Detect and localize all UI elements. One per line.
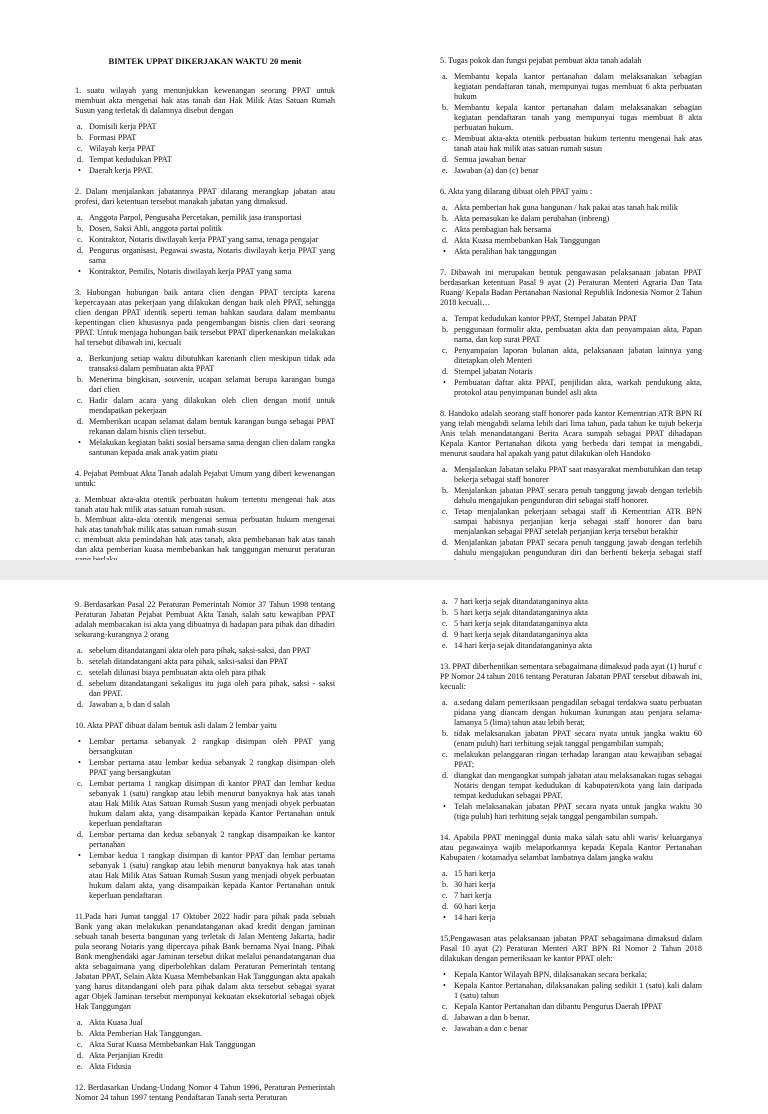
option-text: Akta pembagian hak bersama	[454, 225, 552, 234]
option-item	[442, 346, 702, 366]
option-marker: a.	[442, 698, 448, 707]
option-marker: c.	[442, 507, 448, 516]
question-block	[440, 56, 702, 176]
question-stem: 12. Berdasarkan Undang-Undang Nomor 4 Tahun 1996, Peraturan Pemerintah Nomor 24 tahun 1997 tentang Pendaftaran Tanah serta Peraturan	[75, 1083, 335, 1102]
option-text: Jawaban a dan c benar	[454, 1024, 528, 1033]
option-marker: d.	[442, 630, 449, 639]
option-marker: d.	[442, 367, 449, 376]
option-list	[440, 72, 702, 176]
question-stem: c. membuat akta pemindahan hak atas tanah, akta pembebanan hak atas tanah dan akta pemberian kuasa membebankan hak tanggungan menurut peraturan	[75, 535, 335, 555]
option-item	[442, 902, 702, 912]
option-marker: b.	[442, 486, 449, 495]
option-marker: e.	[442, 166, 448, 175]
option-list	[440, 869, 702, 923]
option-item	[77, 224, 335, 234]
option-list	[440, 970, 702, 1034]
option-item	[77, 1051, 335, 1061]
option-text: 15 hari kerja	[454, 869, 496, 878]
question-stem: 2. Dalam menjalankan jabatannya PPAT dilarang merangkap jabatan atau profesi, dari ketentuan tersebut manakah jabatan yang dimaksud.	[75, 187, 335, 207]
option-marker: a.	[77, 213, 83, 223]
option-item	[77, 668, 335, 678]
option-item	[442, 134, 702, 154]
option-marker: c.	[442, 225, 448, 234]
option-marker: b.	[442, 608, 449, 617]
question-block	[75, 912, 335, 1072]
option-marker: c.	[77, 779, 83, 788]
option-marker: d.	[442, 538, 449, 547]
option-marker: a.	[442, 465, 448, 474]
option-marker: •	[78, 166, 81, 176]
option-text: Akta pemasukan ke dalam perubahan (inbreng)	[454, 214, 610, 223]
option-text: Memberikan ucapan selamat dalam bentuk karangan bunga sebagai PPAT rekanan dalam bisnis clien tersebut.	[89, 417, 335, 437]
question-block	[75, 600, 335, 710]
option-list	[440, 203, 702, 257]
option-text: Dosen, Saksi Ahli, anggota partai politik	[89, 224, 223, 234]
option-marker: b.	[77, 1029, 84, 1038]
option-marker: •	[443, 970, 446, 979]
option-item	[78, 166, 335, 176]
option-marker: a.	[442, 597, 448, 606]
option-marker: d.	[442, 155, 449, 164]
option-text: Kepala Kantor Wilayah BPN, dilaksanakan secara berkala;	[454, 970, 647, 979]
option-item	[442, 214, 702, 224]
option-text: Lembar pertama sebanyak 2 rangkap disimpan oleh PPAT yang bersangkutan	[89, 737, 335, 756]
option-list	[440, 597, 702, 651]
option-item	[442, 236, 702, 246]
option-list	[440, 314, 702, 398]
option-item	[78, 851, 335, 901]
option-item	[442, 155, 702, 165]
option-text: penggunaan formulir akta, pembuatan akta dan penyampaian akta, Papan nama, dan kop surat PPAT	[454, 325, 702, 344]
option-text: Akta pemberian hak guna bangunan / hak pakai atas tanah hak milik	[454, 203, 678, 212]
option-marker: a.	[442, 72, 448, 81]
option-marker: b.	[77, 375, 84, 385]
question-block	[440, 268, 702, 398]
option-marker: c.	[442, 134, 448, 143]
option-item	[77, 1018, 335, 1028]
option-marker: b.	[442, 729, 449, 738]
option-marker: c.	[77, 144, 83, 154]
option-marker: •	[78, 758, 81, 767]
page-separator	[0, 560, 768, 580]
option-item	[77, 396, 335, 416]
option-marker: b.	[77, 224, 84, 234]
option-marker: b.	[442, 880, 449, 889]
option-marker: d.	[77, 246, 84, 256]
option-text: 7 hari kerja	[454, 891, 492, 900]
option-marker: •	[78, 737, 81, 746]
option-item	[442, 486, 702, 506]
option-text: Menjalankan Jabatan selaku PPAT saat masyarakat membutuhkan dan tetap bekerja sebagai staff honorer	[454, 465, 702, 484]
option-item	[77, 155, 335, 165]
option-item	[442, 1013, 702, 1023]
option-item	[77, 417, 335, 437]
option-text: Kontraktor, Notaris diwilayah kerja PPAT yang sama, tenaga pengajar	[89, 235, 319, 245]
option-text: Membuat akta-akta otentik perbuatan hukum tertentu mengenai hak atas tanah atau hak milik atas satuan rumah susun	[454, 134, 702, 153]
option-list	[75, 1018, 335, 1072]
option-item	[442, 103, 702, 133]
option-text: Berkunjung setiap waktu dibutuhkan karenanh clien meskipun tidak ada transaksi dalam pembuatan akta PPAT	[89, 354, 335, 374]
question-block	[75, 288, 335, 458]
option-item	[442, 619, 702, 629]
option-marker: e.	[442, 1024, 448, 1033]
option-item	[442, 597, 702, 607]
option-marker: b.	[442, 214, 449, 223]
option-marker: •	[78, 267, 81, 277]
option-item	[442, 465, 702, 485]
option-item	[442, 1002, 702, 1012]
option-text: sebelum ditandatangani sekaligus itu juga oleh para pihak, saksi - saksi dan PPAT.	[89, 679, 335, 698]
page-2	[0, 580, 768, 1102]
option-marker: a.	[77, 354, 83, 364]
option-text: Lembar pertama atau lembar kedua sebanyak 2 rangkap disimpan oleh PPAT yang bersangkutan	[89, 758, 335, 777]
question-block	[75, 187, 335, 277]
option-marker: d.	[442, 902, 449, 911]
option-marker: e.	[442, 641, 448, 650]
option-item	[442, 72, 702, 102]
option-marker: •	[443, 247, 446, 256]
option-item	[77, 830, 335, 850]
option-item	[77, 235, 335, 245]
option-text: 5 hari kerja sejak ditandatanganinya akta	[454, 619, 588, 628]
option-text: Akta Kuasa Jual	[89, 1018, 143, 1027]
option-text: Membantu kepala kantor pertanahan dalam melaksanakan sebagian kegiatan pendaftaran tanah yang mempunyai tugas membuat 8 akta perbuatan hukum.	[454, 103, 702, 132]
page-2-left-column	[75, 600, 335, 1114]
option-item	[442, 1024, 702, 1034]
option-text: Akta Fidusia	[89, 1062, 132, 1071]
option-marker: c.	[77, 668, 83, 677]
option-text: setelah ditandatangani akta para pihak, saksi-saksi dan PPAT	[89, 657, 288, 666]
option-marker: a.	[77, 122, 83, 132]
option-text: Akta Kuasa membebankan Hak Tanggungan	[454, 236, 601, 245]
option-item	[77, 679, 335, 699]
option-item	[77, 375, 335, 395]
option-marker: d.	[77, 417, 84, 427]
option-item	[442, 698, 702, 728]
question-block	[75, 721, 335, 901]
option-text: Kepala Kantor Pertanahan dan dibantu Pengurus Daerah IPPAT	[454, 1002, 663, 1011]
option-item	[442, 166, 702, 176]
option-marker: a.	[442, 203, 448, 212]
question-block	[440, 662, 702, 822]
option-item	[77, 1062, 335, 1072]
option-item	[442, 325, 702, 345]
option-item	[442, 367, 702, 377]
option-list	[75, 646, 335, 710]
option-marker: •	[443, 378, 446, 387]
option-text: Menerima bingkisan, souvenir, ucapan selamat berupa karangan bunga dari clien	[89, 375, 335, 395]
option-item	[77, 144, 335, 154]
option-text: Telah melaksanakan jabatan PPAT secara nyata untuk jangka waktu 30 (tiga puluh) hari terhitung sejak tanggal pengambilan sumpah.	[454, 802, 702, 821]
option-text: Jawaban (a) dan (c) benar	[454, 166, 539, 175]
option-text: Jabawan a dan b benar.	[454, 1013, 530, 1022]
option-text: Semua jawaban benar	[454, 155, 526, 164]
option-item	[443, 247, 702, 257]
option-item	[77, 354, 335, 374]
option-text: 9 hari kerja sejak ditandatanganinya akta	[454, 630, 588, 639]
option-marker: e.	[77, 1062, 83, 1071]
option-text: Lembar kedua 1 rangkap disimpan di kantor PPAT dan lembar pertama sebanyak 1 (satu) rangkap atau lebih menurut banyaknya hak atas tanah atau Hak Milik Atas Satuan Rumah Susun yang menjadi obyek perbuatan hukum dalam akta, yang disampaikan kepada Kantor Pertanahan untuk keperluan pendaftaran	[89, 851, 335, 900]
option-item	[443, 970, 702, 980]
question-stem: 5. Tugas pokok dan fungsi pejabat pembuat akta tanah adalah	[440, 56, 642, 65]
option-text: 60 hari kerja	[454, 902, 496, 911]
option-text: Akta Surat Kuasa Membebankan Hak Tanggungan	[89, 1040, 256, 1049]
option-text: Daerah kerja PPAT.	[89, 166, 153, 176]
option-text: Tetap menjalankan pekerjaan sebagai staff di Kementrian ATR BPN sampai habisnya perjanjian kerja sebagai staff honorer dan baru menjalankan sebagai PPAT setelah perjanjian kerja tersebut berakhir	[454, 507, 702, 536]
option-item	[442, 891, 702, 901]
option-item	[442, 630, 702, 640]
option-text: Formasi PPAT	[89, 133, 137, 143]
option-item	[78, 758, 335, 778]
page-1-right-column	[440, 56, 702, 600]
option-text: Lembar pertama dan kedua sebanyak 2 rangkap disampaikan ke kantor pertanahan	[89, 830, 335, 849]
option-text: Akta Perjanjian Kredit	[89, 1051, 164, 1060]
option-marker: c.	[77, 235, 83, 245]
option-marker: d.	[442, 236, 449, 245]
option-marker: a.	[442, 314, 448, 323]
option-text: sebelum ditandatangani akta oleh para pihak, saksi-saksi, dan PPAT	[89, 646, 311, 655]
question-stem: 1. suatu wilayah yang menunjukkan kewenangan seorang PPAT untuk membuat akta mengenai hak atas tanah dan Hak Milik Atas Satuan Rumah Susun yang terletak di dalamnya disebut dengan	[75, 86, 335, 116]
option-text: Kepala Kantor Pertanahan, dilaksanakan paling sedikit 1 (satu) kali dalam 1 (satu) tahun	[454, 981, 702, 1000]
option-text: 7 hari kerja sejak ditandatanganinya akta	[454, 597, 588, 606]
option-text: Stempel jabatan Notaris	[454, 367, 533, 376]
option-item	[77, 700, 335, 710]
option-marker: c.	[442, 619, 448, 628]
question-stem: 10. Akta PPAT dibuat dalam bentuk asli dalam 2 lembar yaitu	[75, 721, 277, 730]
option-marker: c.	[77, 396, 83, 406]
option-marker: d.	[77, 155, 84, 165]
option-text: 14 hari kerja sejak ditandatanganinya akta	[454, 641, 592, 650]
option-text: 30 hari kerja	[454, 880, 496, 889]
question-stem: 7. Dibawah ini merupakan bentuk pengawasan pelaksanaan jabatan PPAT berdasarkan ketentuan Pasal 9 ayat (2) Peraturan Menteri Agraria Dan Tata Ruang/ Kepala Badan Pertanahan Nasional Republik Indonesia Nomor 2 Tahun 2018 kecuali…	[440, 268, 702, 307]
option-text: Wilayah kerja PPAT	[89, 144, 156, 154]
option-item	[77, 779, 335, 829]
option-item	[442, 750, 702, 770]
question-block	[75, 1083, 335, 1103]
option-marker: •	[78, 851, 81, 860]
option-text: Menjalankan jabatan PPAT secara penuh tanggung jawab dengan terlebih dahulu mengajukan pengunduran diri dan berhenti bekerja sebagai staff	[454, 538, 702, 557]
option-text: Kontraktor, Pemilis, Notaris diwilayah kerja PPAT yang sama	[89, 267, 292, 277]
question-block	[440, 187, 702, 257]
option-marker: d.	[77, 830, 84, 839]
option-marker: c.	[442, 346, 448, 355]
option-text: Membantu kepala kantor pertanahan dalam melaksanakan sebagian kegiatan pendaftaran tanah, mempunyai tugas membuat 6 akta perbuatan hukum	[454, 72, 702, 101]
option-item	[77, 657, 335, 667]
option-text: Lembar pertama 1 rangkap disimpan di kantor PPAT dan lembar kedua sebanyak 1 (satu) rangkap atau lebih menurut banyaknya hak atas tanah atau Hak Milik Atas Satuan Rumah Susun yang menjadi obyek perbuatan hukum dalam akta, yang disampaikan kepada Kantor Pertanahan untuk keperluan pendaftaran	[89, 779, 335, 828]
option-text: Akta Pemberian Hak Tanggungan.	[89, 1029, 202, 1038]
option-text: Penyampaian laporan bulanan akta, pelaksanaan jabatan lainnya yang ditetapkan oleh Menteri	[454, 346, 702, 365]
question-block	[75, 86, 335, 176]
option-marker: c.	[77, 1040, 83, 1049]
option-text: 5 hari kerja sejak ditandatanganinya akta	[454, 608, 588, 617]
option-item	[77, 246, 335, 266]
option-text: Melakukan kegiatan bakti sosial bersama sama dengan clien dalam rangka santunan kepada anak anak yatim piatu	[89, 438, 335, 458]
option-text: melakukan pelanggaran ringan terhadap larangan atau kewajiban sebagai PPAT;	[454, 750, 702, 769]
option-text: Tempat kedudukan PPAT	[89, 155, 172, 165]
option-item	[77, 1029, 335, 1039]
option-item	[442, 869, 702, 879]
option-marker: a.	[442, 869, 448, 878]
option-item	[442, 608, 702, 618]
option-marker: b.	[442, 103, 449, 112]
question-block	[440, 597, 702, 651]
question-stem: 8. Handoko adalah seorang staff honorer pada kantor Kementrian ATR BPN RI yang telah mengabdi selama lebih dari lima tahun, pada tahun ke tujuh bekerja Anis telah menandatangani Berita Acara sumpah sebagai PPAT dihadapan Kepala Kantor Pertanahan dikota yang berbeda dari tempat ia mengabdi, menurut saudara hal apakah yang patut dilakukan oleh Handoko	[440, 409, 702, 458]
question-stem: 11.Pada hari Jumat tanggal 17 Oktober 2022 hadir para pihak pada sebuah Bank yang akan melakukan penandatanganan akad kredit dengan jaminan sebuah tanah beserta bangunan yang terletak di Jalan Menteng Jakarta, hadir pula seorang Notaris yang dipercaya pihak Bank bernama Nyai Inang. Pihak Bank menghendaki agar Jaminan tersebut diikat melalui penandatanganan dua akta sebagaimana yang diperbolehkan dalam Peraturan Pemerintah tentang Jabatan PPAT, Selain Akta Kuasa Membebankan Hak Tanggungan akta apakah yang harus ditandangani oleh para pihak dalam akta tersebut sebagai syarat agar Objek Jaminan tersebut mempunyai kekuatan eksekutorial sebagai objek Hak Tanggungan	[75, 912, 335, 1011]
option-item	[442, 225, 702, 235]
option-marker: •	[78, 438, 81, 448]
option-marker: a.	[77, 1018, 83, 1027]
option-item	[442, 641, 702, 651]
page-1-left-column	[75, 56, 335, 596]
option-marker: c.	[442, 750, 448, 759]
option-marker: b.	[77, 657, 84, 666]
option-item	[77, 646, 335, 656]
option-text: a.sedang dalam pemeriksaan pengadilan sebagai terdakwa suatu perbuatan pidana yang diancam dengan hukuman kurungan atau penjara selama-lamanya 5 (lima) tahun atau lebih berat;	[454, 698, 702, 727]
option-item	[443, 913, 702, 923]
option-text: diangkat dan mengangkat sumpah jabatan atau melaksanakan tugas sebagai Notaris dengan tempat kedudukan di kabupaten/kota yang lain daripada tempat kedudukan sebagai PPAT.	[454, 771, 702, 800]
option-list	[75, 737, 335, 901]
option-text: Anggota Parpol, Pengusaha Percetakan, pemilik jasa transportasi	[89, 213, 302, 223]
option-item	[442, 314, 702, 324]
option-item	[78, 737, 335, 757]
option-item	[443, 378, 702, 398]
option-item	[442, 729, 702, 749]
option-text: Domisili kerja PPAT	[89, 122, 157, 132]
option-text: Pengurus organisasi, Pegawai swasta, Notaris diwilayah kerja PPAT yang sama	[89, 246, 335, 266]
option-item	[443, 981, 702, 1001]
option-marker: •	[443, 913, 446, 922]
option-marker: d.	[77, 1051, 84, 1060]
option-item	[77, 213, 335, 223]
option-item	[443, 802, 702, 822]
option-item	[78, 267, 335, 277]
page-title: BIMTEK UPPAT DIKERJAKAN WAKTU 20 menit	[108, 56, 302, 66]
option-marker: a.	[77, 646, 83, 655]
question-block	[440, 833, 702, 923]
option-marker: d.	[442, 1013, 449, 1022]
option-marker: b.	[442, 325, 449, 334]
option-marker: b.	[77, 133, 84, 143]
option-item	[77, 1040, 335, 1050]
option-list	[75, 213, 335, 277]
question-stem: 6. Akta yang dilarang dibuat oleh PPAT yaitu :	[440, 187, 593, 196]
question-stem: 9. Berdasarkan Pasal 22 Peraturan Pemerintah Nomor 37 Tahun 1998 tentang Peraturan Jabatan Pejabat Pembuat Akta Tanah, salah satu kewajiban PPAT adalah membacakan isi akta yang dibuatnya di hadapan para pihak dan dihadiri sekurang-kurangnya 2 orang	[75, 600, 335, 639]
question-stem: 13. PPAT diberhentikan sementara sebagaimana dimaksud pada ayat (1) huruf c PP Nomor 24 tahun 2016 tentang Peraturan Jabatan PPAT tersebut dibawah ini, kecuali:	[440, 662, 702, 691]
option-text: Menjalankan jabatan PPAT secara penuh tanggung jawab dengan terlebih dahulu mengajukan pengunduran diri sebagai staff honorer.	[454, 486, 702, 505]
option-item	[442, 203, 702, 213]
option-marker: c.	[442, 1002, 448, 1011]
option-item	[442, 771, 702, 801]
option-list	[440, 698, 702, 822]
option-text: Pembuatan daftar akta PPAT, penjilidan akta, warkah pendukung akta, protokol atau penyimpanan bundel asli akta	[454, 378, 702, 397]
option-marker: d.	[77, 679, 84, 688]
question-stem: a. Membuat akta-akta otentik perbuatan hukum tertentu mengenai hak atas tanah atau hak milik atas satuan rumah susun.	[75, 495, 335, 515]
option-item	[78, 438, 335, 458]
option-text: tidak melaksanakan jabatan PPAT secara nyata untuk jangka waktu 60 (enam puluh) hari terhitung sejak tanggal pengambilan sumpah;	[454, 729, 702, 748]
question-stem: 15.Pengawasan atas pelaksanaan jabatan PPAT sebagaimana dimaksud dalam Pasal 10 ayat (2) Peraturan Menteri ART BPN RI Nomor 2 Tahun 2018 dilakukan dengan pemeriksaan ke kantor PPAT oleh:	[440, 934, 702, 963]
option-text: Hadir dalam acara yang dilakukan oleh clien dengan motif untuk mendapatkan pekerjaan	[89, 396, 335, 416]
option-marker: c.	[442, 891, 448, 900]
question-stem: 4. Pejabat Pembuat Akta Tanah adalah Pejabat Umum yang diberi kewenangan untuk:	[75, 469, 335, 489]
option-marker: •	[443, 981, 446, 990]
option-text: setelah dilunasi biaya pembuatan akta oleh para pihak	[89, 668, 266, 677]
option-text: 14 hari kerja	[454, 913, 496, 922]
question-stem: 14. Apabila PPAT meninggal dunia maka salah satu ahli waris/ keluarganya atau pegawainya wajib melaporkannya kepada Kepala Kantor Pertanahan Kabupaten / kotamadya selambat lambatnya dalam jangka waktu	[440, 833, 702, 862]
option-text: Jawaban a, b dan d salah	[89, 700, 170, 709]
option-item	[77, 122, 335, 132]
page-2-right-column	[440, 597, 702, 1045]
question-stem: 3. Hubungan hubungan baik antara clien dengan PPAT tercipta karena kepercayaan atas pekerjaan yang dilakukan dengan baik oleh PPAT, sehingga clien dengan PPAT identik seperti teman bahkan saudara dalam membantu kepentingan clien khususnya pada pengembangan bisnis clien dari seorang PPAT. Untuk menjaga hubungan baik tersebut PPAT diperkenankan melakukan hal tersebut dibawah ini, kecuali	[75, 288, 335, 348]
question-stem: b. Membuat akta-akta otentik mengenai semua perbuatan hukum mengenai hak atas tanah/hak milik atas satuan rumah susun	[75, 515, 335, 535]
option-text: Tempat kedudukan kantor PPAT, Stempel Jabatan PPAT	[454, 314, 638, 323]
option-item	[442, 507, 702, 537]
option-list	[75, 122, 335, 176]
option-marker: d.	[77, 700, 84, 709]
option-item	[77, 133, 335, 143]
option-marker: d.	[442, 771, 449, 780]
option-item	[442, 880, 702, 890]
option-list	[75, 354, 335, 458]
option-text: Akta peralihan hak tanggungan	[454, 247, 557, 256]
question-block	[440, 934, 702, 1034]
option-marker: •	[443, 802, 446, 811]
